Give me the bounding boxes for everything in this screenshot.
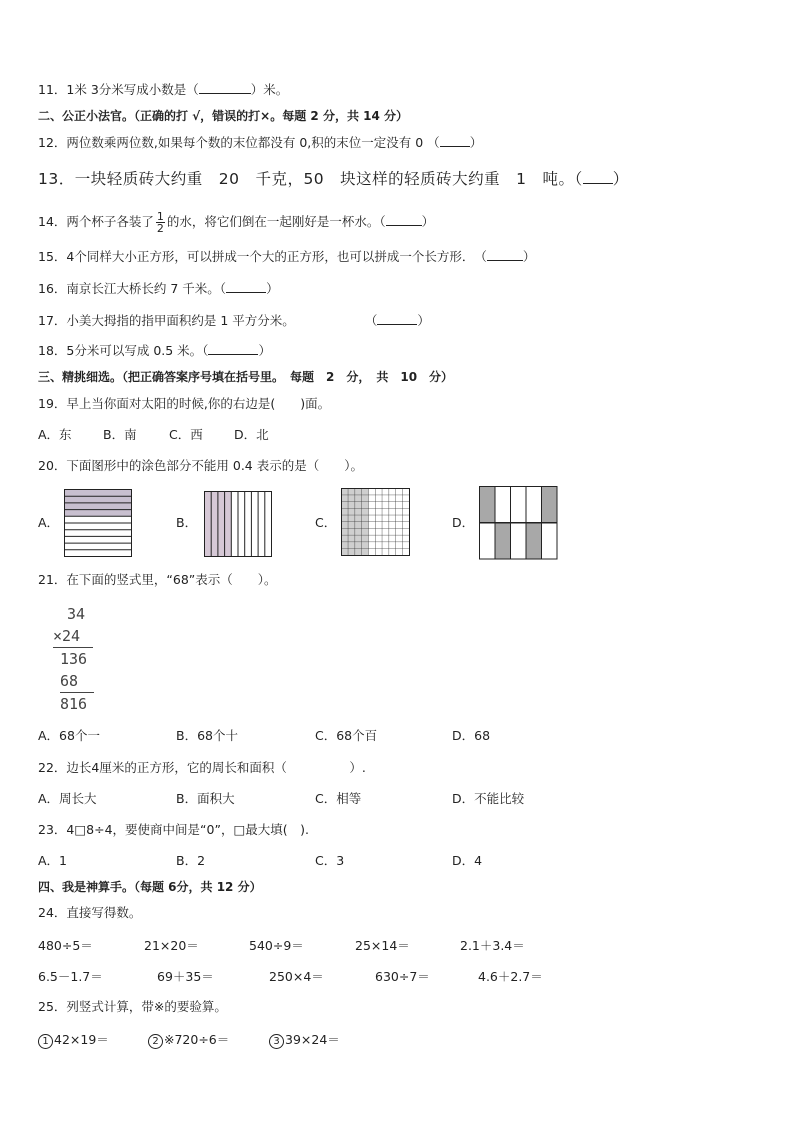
option-d[interactable]: D．北 bbox=[234, 427, 269, 442]
figure-b-vertical-stripes[interactable] bbox=[204, 491, 272, 557]
option-c[interactable]: C．3 bbox=[315, 853, 345, 868]
question-18: 18．5分米可以写成 0.5 米。（ ） bbox=[38, 343, 271, 358]
section-3-heading: 三、精挑细选。（把正确答案序号填在括号里。 每题 2 分， 共 10 分） bbox=[38, 370, 454, 384]
question-13: 13．一块轻质砖大约重 20 千克，50 块这样的轻质砖大约重 1 吨。（ ） bbox=[38, 170, 629, 188]
figure-c-grid[interactable] bbox=[341, 488, 410, 556]
answer-blank[interactable] bbox=[208, 343, 258, 355]
option-a[interactable]: A．68个一 bbox=[38, 728, 100, 743]
section-4-heading: 四、我是神算手。（每题 6分，共 12 分） bbox=[38, 880, 262, 894]
question-15: 15．4个同样大小正方形，可以拼成一个大的正方形，也可以拼成一个长方形． （ ） bbox=[38, 249, 536, 264]
option-a[interactable]: A．1 bbox=[38, 853, 68, 868]
question-20: 20．下面图形中的涂色部分不能用 0.4 表示的是（ ）。 bbox=[38, 458, 363, 473]
answer-blank[interactable] bbox=[226, 281, 266, 293]
option-b[interactable]: B．南 bbox=[103, 427, 137, 442]
question-24: 24．直接写得数。 bbox=[38, 905, 142, 920]
option-c[interactable]: C．相等 bbox=[315, 791, 362, 806]
calc-item: 25×14＝ bbox=[355, 938, 410, 953]
option-d[interactable]: D．4 bbox=[452, 853, 483, 868]
answer-blank[interactable] bbox=[583, 170, 613, 184]
figure-d-columns[interactable] bbox=[479, 486, 558, 560]
option-c[interactable]: C．68个百 bbox=[315, 728, 378, 743]
multiplier: ×24 bbox=[53, 625, 93, 648]
vertical-multiplication bbox=[55, 603, 95, 715]
calc-item: 2.1＋3.4＝ bbox=[460, 938, 525, 953]
option-b[interactable]: B．2 bbox=[176, 853, 206, 868]
vertical-calc-item-3: 3 39×24＝ bbox=[269, 1030, 340, 1049]
option-b[interactable]: B．68个十 bbox=[176, 728, 238, 743]
product: 816 bbox=[60, 695, 88, 713]
calc-item: 630÷7＝ bbox=[375, 969, 430, 984]
vertical-calc-item-1: 1 42×19＝ bbox=[38, 1030, 109, 1049]
option-d-label: D． bbox=[452, 515, 475, 530]
option-a-label: A． bbox=[38, 515, 60, 530]
partial-product-2: 68 bbox=[60, 670, 94, 693]
circled-number: 1 bbox=[38, 1034, 53, 1049]
calc-item: 6.5－1.7＝ bbox=[38, 969, 103, 984]
figure-a-horizontal-stripes[interactable] bbox=[64, 489, 132, 557]
question-21: 21．在下面的竖式里，“68”表示（ ）。 bbox=[38, 572, 277, 587]
answer-blank[interactable] bbox=[199, 82, 251, 94]
option-a[interactable]: A．东 bbox=[38, 427, 72, 442]
answer-blank[interactable] bbox=[377, 313, 417, 325]
calc-item: 250×4＝ bbox=[269, 969, 324, 984]
question-22: 22．边长4厘米的正方形，它的周长和面积（ ）. bbox=[38, 760, 366, 775]
circled-number: 3 bbox=[269, 1034, 284, 1049]
option-b-label: B． bbox=[176, 515, 198, 530]
multiplicand: 34 bbox=[67, 605, 86, 623]
question-11: 11．1米 3分米写成小数是（ ）米。 bbox=[38, 82, 289, 97]
option-d[interactable]: D．不能比较 bbox=[452, 791, 525, 806]
answer-blank[interactable] bbox=[386, 214, 422, 226]
question-23: 23．4□8÷4，要使商中间是“0”，□最大填( ). bbox=[38, 822, 309, 837]
fraction-one-half: $\frac{1}{2}$ bbox=[156, 210, 164, 235]
calc-item: 21×20＝ bbox=[144, 938, 199, 953]
calc-item: 540÷9＝ bbox=[249, 938, 304, 953]
option-a[interactable]: A．周长大 bbox=[38, 791, 97, 806]
calc-item: 4.6＋2.7＝ bbox=[478, 969, 543, 984]
option-d[interactable]: D．68 bbox=[452, 728, 491, 743]
question-17: 17．小美大拇指的指甲面积约是 1 平方分米。 （ ） bbox=[38, 313, 430, 328]
answer-blank[interactable] bbox=[487, 249, 523, 261]
calc-item: 480÷5＝ bbox=[38, 938, 93, 953]
question-12: 12．两位数乘两位数,如果每个数的末位都没有 0,积的末位一定没有 0 （ ） bbox=[38, 135, 483, 150]
question-19: 19．早上当你面对太阳的时候,你的右边是( )面。 bbox=[38, 396, 331, 411]
option-c-label: C． bbox=[315, 515, 337, 530]
option-b[interactable]: B．面积大 bbox=[176, 791, 235, 806]
question-14: 14．两个杯子各装了 $\frac{1}{2}$ 的水，将它们倒在一起刚好是一杯水。（ ） bbox=[38, 210, 435, 235]
answer-blank[interactable] bbox=[440, 135, 470, 147]
question-16: 16．南京长江大桥长约 7 千米。（ ） bbox=[38, 281, 279, 296]
partial-product-1: 136 bbox=[60, 650, 88, 668]
circled-number: 2 bbox=[148, 1034, 163, 1049]
vertical-calc-item-2: 2 ※720÷6＝ bbox=[148, 1030, 229, 1049]
section-2-heading: 二、公正小法官。（正确的打 √，错误的打×。每题 2 分，共 14 分） bbox=[38, 109, 408, 123]
question-25: 25．列竖式计算，带※的要验算。 bbox=[38, 999, 227, 1014]
option-c[interactable]: C．西 bbox=[169, 427, 203, 442]
calc-item: 69＋35＝ bbox=[157, 969, 214, 984]
